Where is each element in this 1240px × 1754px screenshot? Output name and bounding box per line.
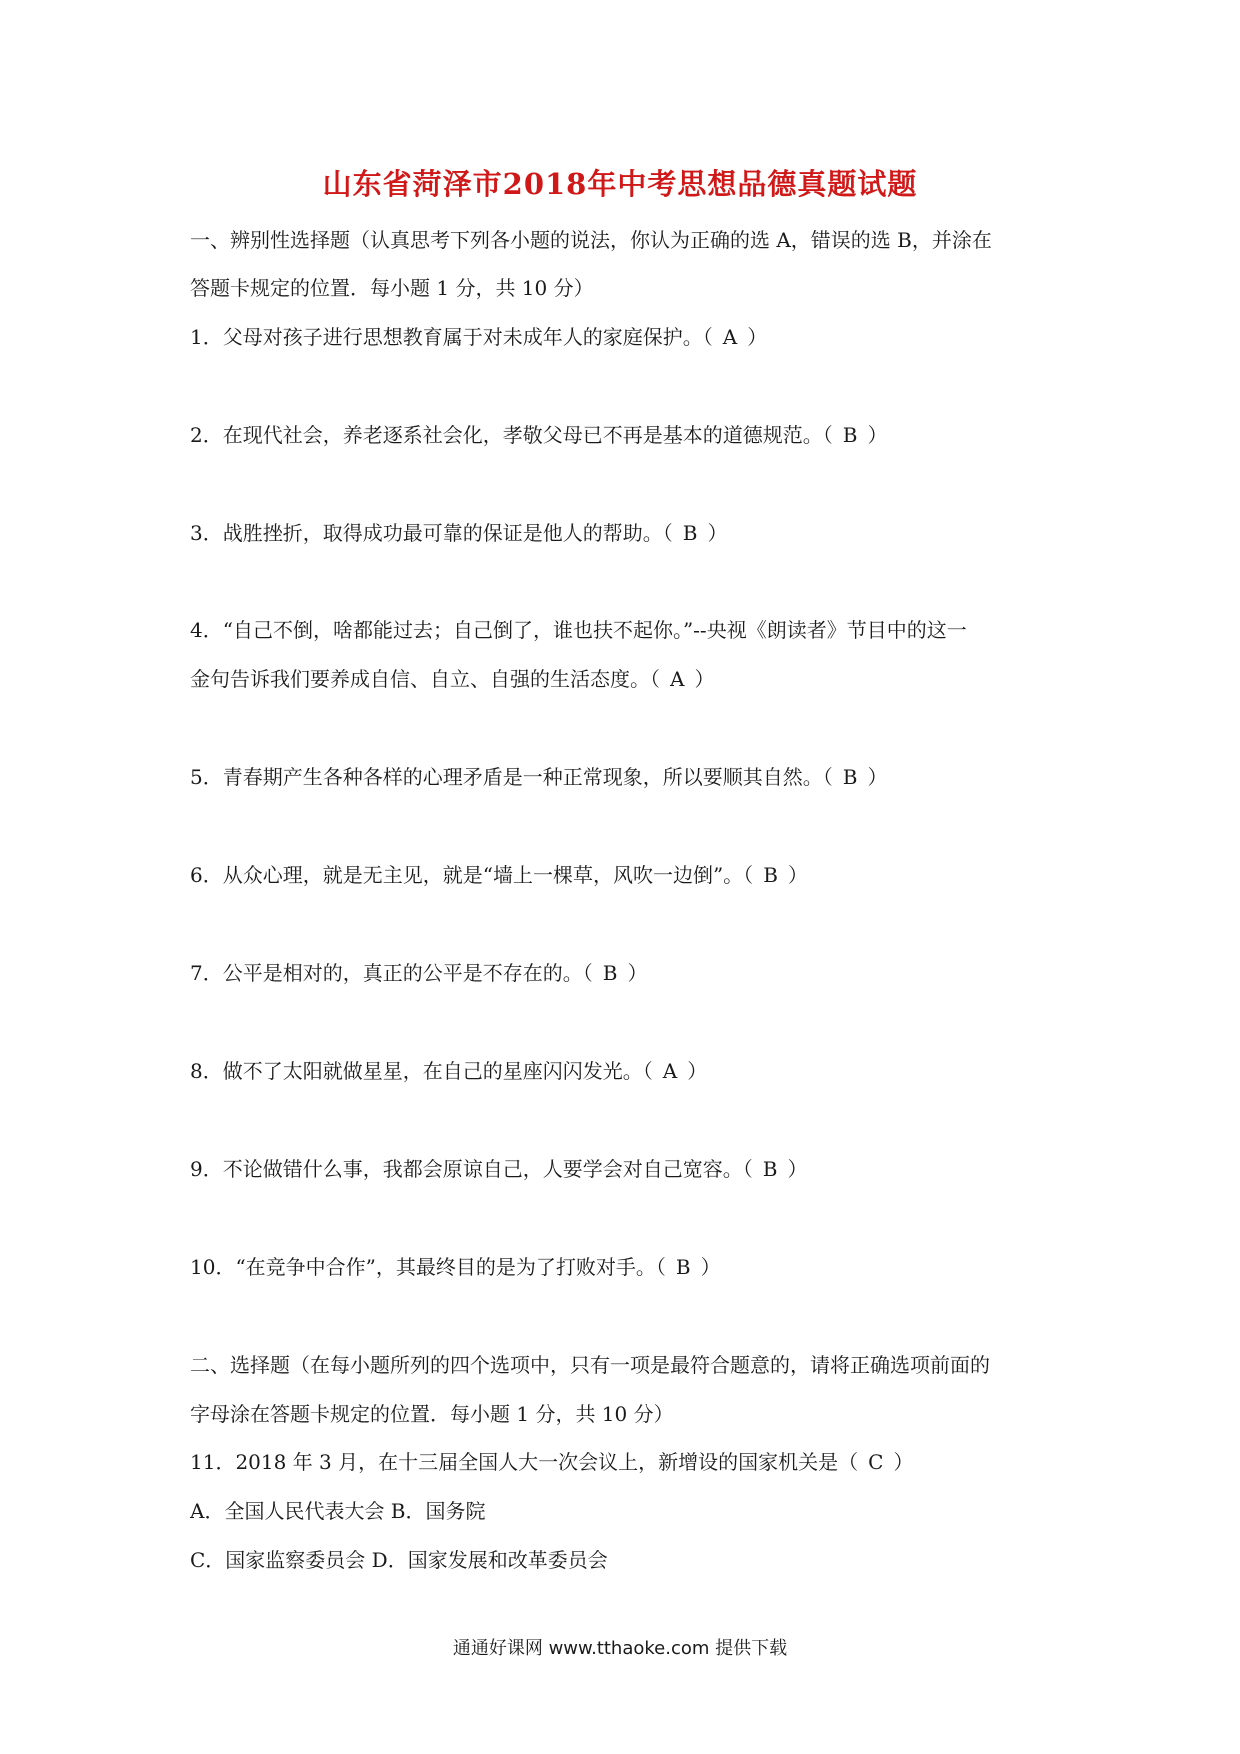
- question-4: 4．“自己不倒，啥都能过去；自己倒了，谁也扶不起你。”--央视《朗读者》节目中的这一: [190, 618, 967, 642]
- question-11: 11．2018 年 3 月，在十三届全国人大一次会议上，新增设的国家机关是（ C ）: [190, 1450, 914, 1474]
- question-4-cont: 金句告诉我们要养成自信、自立、自强的生活态度。（ A ）: [190, 667, 715, 691]
- question-5: 5．青春期产生各种各样的心理矛盾是一种正常现象，所以要顺其自然。（ B ）: [190, 765, 888, 789]
- question-2: 2．在现代社会，养老逐系社会化，孝敬父母已不再是基本的道德规范。（ B ）: [190, 423, 888, 447]
- answer: A: [670, 667, 685, 691]
- question-10: 10．“在竞争中合作”，其最终目的是为了打败对手。（ B ）: [190, 1255, 721, 1279]
- answer: A: [722, 325, 738, 349]
- question-9: 9．不论做错什么事，我都会原谅自己，人要学会对自己宽容。（ B ）: [190, 1157, 808, 1181]
- section2-intro-cont: 字母涂在答题卡规定的位置．每小题 1 分，共 10 分）: [190, 1402, 674, 1426]
- question-1: 1．父母对孩子进行思想教育属于对未成年人的家庭保护。（ A ）: [190, 325, 768, 349]
- answer: B: [763, 863, 778, 887]
- options-cd: C．国家监察委员会 D．国家发展和改革委员会: [190, 1548, 608, 1572]
- question-3: 3．战胜挫折，取得成功最可靠的保证是他人的帮助。（ B ）: [190, 521, 728, 545]
- answer: C: [868, 1450, 884, 1474]
- question-7: 7．公平是相对的，真正的公平是不存在的。（ B ）: [190, 961, 648, 985]
- answer: B: [675, 1255, 691, 1279]
- page-title: 山东省菏泽市2018年中考思想品德真题试题: [322, 167, 918, 201]
- section1-intro: 一、辨别性选择题（认真思考下列各小题的说法，你认为正确的选 A，错误的选 B，并涂在: [190, 228, 992, 252]
- question-6: 6．从众心理，就是无主见，就是“墙上一棵草，风吹一边倒”。（ B ）: [190, 863, 808, 887]
- answer: B: [762, 1157, 778, 1181]
- footer-credit: 通通好课网 www.tthaoke.com 提供下载: [452, 1638, 788, 1659]
- question-8: 8．做不了太阳就做星星，在自己的星座闪闪发光。（ A ）: [190, 1059, 708, 1083]
- options-ab: A．全国人民代表大会 B．国务院: [190, 1499, 486, 1523]
- answer: B: [682, 521, 698, 545]
- section1-intro-cont: 答题卡规定的位置．每小题 1 分，共 10 分）: [190, 276, 594, 300]
- section2-intro: 二、选择题（在每小题所列的四个选项中，只有一项是最符合题意的，请将正确选项前面的: [190, 1353, 990, 1377]
- answer: B: [602, 961, 618, 985]
- answer: B: [842, 765, 858, 789]
- answer: A: [662, 1059, 678, 1083]
- answer: B: [842, 423, 858, 447]
